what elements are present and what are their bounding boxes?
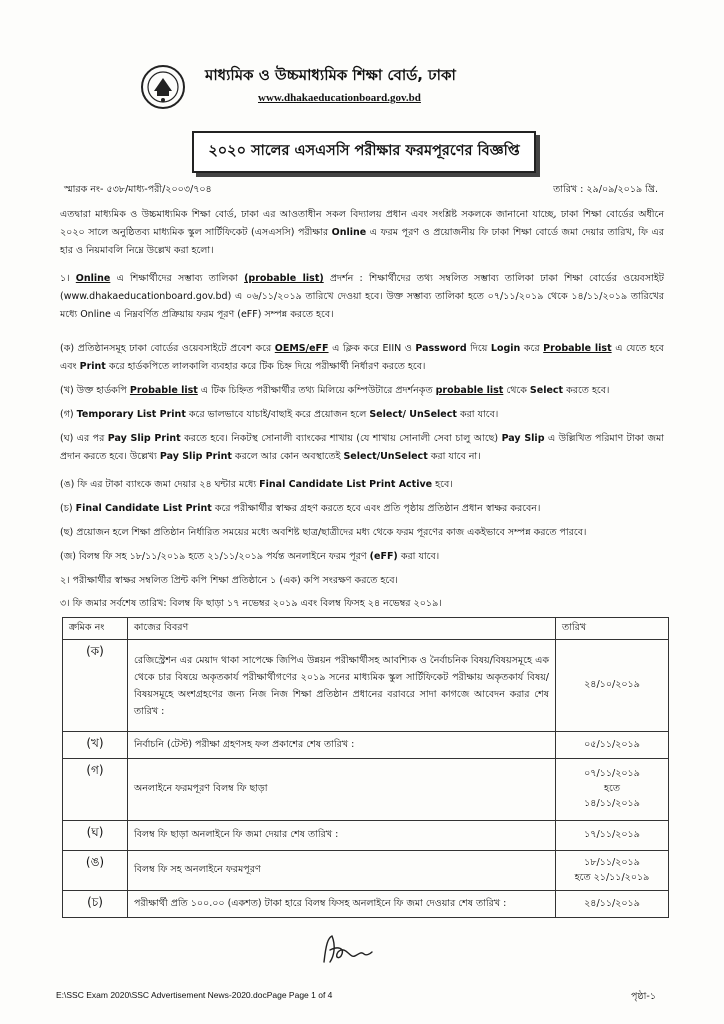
intro-paragraph: এতদ্বারা মাধ্যমিক ও উচ্চমাধ্যমিক শিক্ষা বোর্ড, ঢাকা এর আওতাধীন সকল বিদ্যালয় প্রধান এবং সংশ্লিষ্ট সকলকে জানানো যাচ্ছে, ঢাকা শিক্ষা বোর্ডের অধীনে ২০২০ সালে অনুষ্ঠিতব্য মাধ্যমিক স্কুল সার্টিফিকেট (এসএসসি) পরীক্ষার Online এ ফরম পূরণ ও প্রয়োজনীয় ফি ঢাকা শিক্ষা বোর্ডে জমা দেয়ার তারিখ, ফি এর হার ও নিয়মাবলি নিম্নে উল্লেখ করা হলো। <box>60 209 664 256</box>
footer-page-number: পৃষ্ঠা-১ <box>631 991 656 1002</box>
board-seal-icon <box>140 64 186 110</box>
row-date: ০৫/১১/২০১৯ <box>556 732 669 759</box>
row-serial: (ঘ) <box>63 821 128 851</box>
row-description: বিলম্ব ফি ছাড়া অনলাইনে ফি জমা দেয়ার শেষ তারিখ : <box>128 821 556 851</box>
row-date: ২৪/১১/২০১৯ <box>556 891 669 918</box>
schedule-table <box>62 617 669 918</box>
board-name: মাধ্যমিক ও উচ্চমাধ্যমিক শিক্ষা বোর্ড, ঢাকা <box>205 66 456 84</box>
point-2: ২। পরীক্ষার্থীর স্বাক্ষর সম্বলিত প্রিন্ট কপি শিক্ষা প্রতিষ্ঠানে ১ (এক) কপি সংরক্ষণ করতে হবে। <box>60 575 398 586</box>
row-description: রেজিস্ট্রেশন এর মেয়াদ থাকা সাপেক্ষে জিপিএ উন্নয়ন পরীক্ষার্থীসহ আবশ্যিক ও নৈর্বাচনিক বিষয়/বিষয়সমূহে এক থেকে চার বিষয়ে অকৃতকার্য পরীক্ষার্থীগণের ২০১৯ সনের মাধ্যমিক স্কুল সার্টিফিকেট পরীক্ষায় অকৃতকার্য বিষয়/বিষয়সমূহে অংশগ্রহণের জন্য নিজ নিজ শিক্ষা প্রতিষ্ঠান প্রধানের বরাবরে সাদা কাগজে আবেদন করার শেষ তারিখ : <box>128 640 556 732</box>
table-row <box>63 732 669 759</box>
step-ga: (গ) Temporary List Print করে ভালভাবে যাচাই/বাছাই করে প্রয়োজন হলে Select/ UnSelect করা যাবে। <box>60 409 499 420</box>
row-description: অনলাইনে ফরমপূরণ বিলম্ব ফি ছাড়া <box>128 759 556 821</box>
table-row <box>63 821 669 851</box>
step-ja: (জ) বিলম্ব ফি সহ ১৮/১১/২০১৯ হতে ২১/১১/২০১৯ পর্যন্ত অনলাইনে ফরম পূরণ (eFF) করা যাবে। <box>60 551 440 562</box>
row-description: পরীক্ষার্থী প্রতি ১০০.০০ (একশত) টাকা হারে বিলম্ব ফিসহ অনলাইনে ফি জমা দেওয়ার শেষ তারিখ : <box>128 891 556 918</box>
header-date: তারিখ <box>556 618 669 640</box>
row-date: ১৮/১১/২০১৯ হতে ২১/১১/২০১৯ <box>556 851 669 891</box>
row-serial: (ক) <box>63 640 128 732</box>
header-serial: ক্রমিক নং <box>63 618 128 640</box>
step-nga: (ঙ) ফি এর টাকা ব্যাংকে জমা দেয়ার ২৪ ঘন্টার মধ্যে Final Candidate List Print Active হবে। <box>60 479 453 490</box>
memo-date: তারিখ : ২৯/০৯/২০১৯ খ্রি. <box>553 184 658 195</box>
row-serial: (খ) <box>63 732 128 759</box>
footer-file-path: E:\SSC Exam 2020\SSC Advertisement News-2020.docPage Page 1 of 4 <box>56 990 333 1000</box>
row-date: ১৭/১১/২০১৯ <box>556 821 669 851</box>
row-description: বিলম্ব ফি সহ অনলাইনে ফরমপূরণ <box>128 851 556 891</box>
table-row <box>63 640 669 732</box>
table-header-row <box>63 618 669 640</box>
step-ka: (ক) প্রতিষ্ঠানসমূহ ঢাকা বোর্ডের ওয়েবসাইটে প্রবেশ করে OEMS/eFF এ ক্লিক করে EIIN ও Password দিয়ে Login করে Probable list এ যেতে হবে এবং Print করে হার্ডকপিতে লালকালি ব্যবহার করে টিক চিহ্ন দিয়ে পরীক্ষার্থী নির্ধারণ করতে হবে। <box>60 343 664 372</box>
step-chha: (ছ) প্রয়োজন হলে শিক্ষা প্রতিষ্ঠান নির্ধারিত সময়ের মধ্যে অবশিষ্ট ছাত্র/ছাত্রীদের মধ্য থেকে ফরম পূরণের কাজ একইভাবে সম্পন্ন করতে পারবে। <box>60 527 587 538</box>
point-3: ৩। ফি জমার সর্বশেষ তারিখ: বিলম্ব ফি ছাড়া ১৭ নভেম্বর ২০১৯ এবং বিলম্ব ফিসহ ২৪ নভেম্বর ২০১৯। <box>60 598 442 609</box>
point-1: ১। Online এ শিক্ষার্থীদের সম্ভাব্য তালিকা (probable list) প্রদর্শন : শিক্ষার্থীদের তথ্য সম্বলিত সম্ভাব্য তালিকা ঢাকা শিক্ষা বোর্ডের ওয়েবসাইট (www.dhakaeducationboard.gov.bd) এ ০৬/১১/২০১৯ তারিখে দেওয়া হবে। উক্ত সম্ভাব্য তালিকা হতে ০৭/১১/২০১৯ থেকে ১৪/১১/২০১৯ তারিখের মধ্যে Online এ নিম্নবর্ণিত প্রক্রিয়ায় ফরম পূরণ (eFF) সম্পন্ন করতে হবে। <box>60 273 664 320</box>
row-serial: (গ) <box>63 759 128 821</box>
row-date: ২৪/১০/২০১৯ <box>556 640 669 732</box>
notice-title: ২০২০ সালের এসএসসি পরীক্ষার ফরমপূরণের বিজ্ঞপ্তি <box>208 143 520 159</box>
row-serial: (ঙ) <box>63 851 128 891</box>
step-gha: (ঘ) এর পর Pay Slip Print করতে হবে। নিকটস্থ সোনালী ব্যাংকের শাখায় (যে শাখায় সোনালী সেবা চালু আছে) Pay Slip এ উল্লিখিত পরিমাণ টাকা জমা প্রদান করতে হবে। উল্লেখ্য Pay Slip Print করলে আর কোন অবস্থাতেই Select/UnSelect করা যাবে না। <box>60 433 664 462</box>
step-cha: (চ) Final Candidate List Print করে পরীক্ষার্থীর স্বাক্ষর গ্রহণ করতে হবে এবং প্রতি পৃষ্ঠায় প্রতিষ্ঠান প্রধান স্বাক্ষর করবেন। <box>60 503 541 514</box>
row-description: নির্বাচনি (টেস্ট) পরীক্ষা গ্রহণসহ ফল প্রকাশের শেষ তারিখ : <box>128 732 556 759</box>
board-website: www.dhakaeducationboard.gov.bd <box>258 92 421 104</box>
row-date: ০৭/১১/২০১৯ হতে ১৪/১১/২০১৯ <box>556 759 669 821</box>
row-serial: (চ) <box>63 891 128 918</box>
signature-icon <box>318 932 376 966</box>
notice-title-box <box>192 131 536 173</box>
header-description: কাজের বিবরণ <box>128 618 556 640</box>
table-row <box>63 851 669 891</box>
memo-reference: স্মারক নং- ৫৩৮/মাধ্য-পরী/২০০৩/৭০৪ <box>64 184 212 195</box>
step-kha: (খ) উক্ত হার্ডকপি Probable list এ টিক চিহ্নিত পরীক্ষার্থীর তথ্য মিলিয়ে কম্পিউটারে প্রদর্শনকৃত probable list থেকে Select করতে হবে। <box>60 385 610 396</box>
table-row <box>63 891 669 918</box>
table-row <box>63 759 669 821</box>
